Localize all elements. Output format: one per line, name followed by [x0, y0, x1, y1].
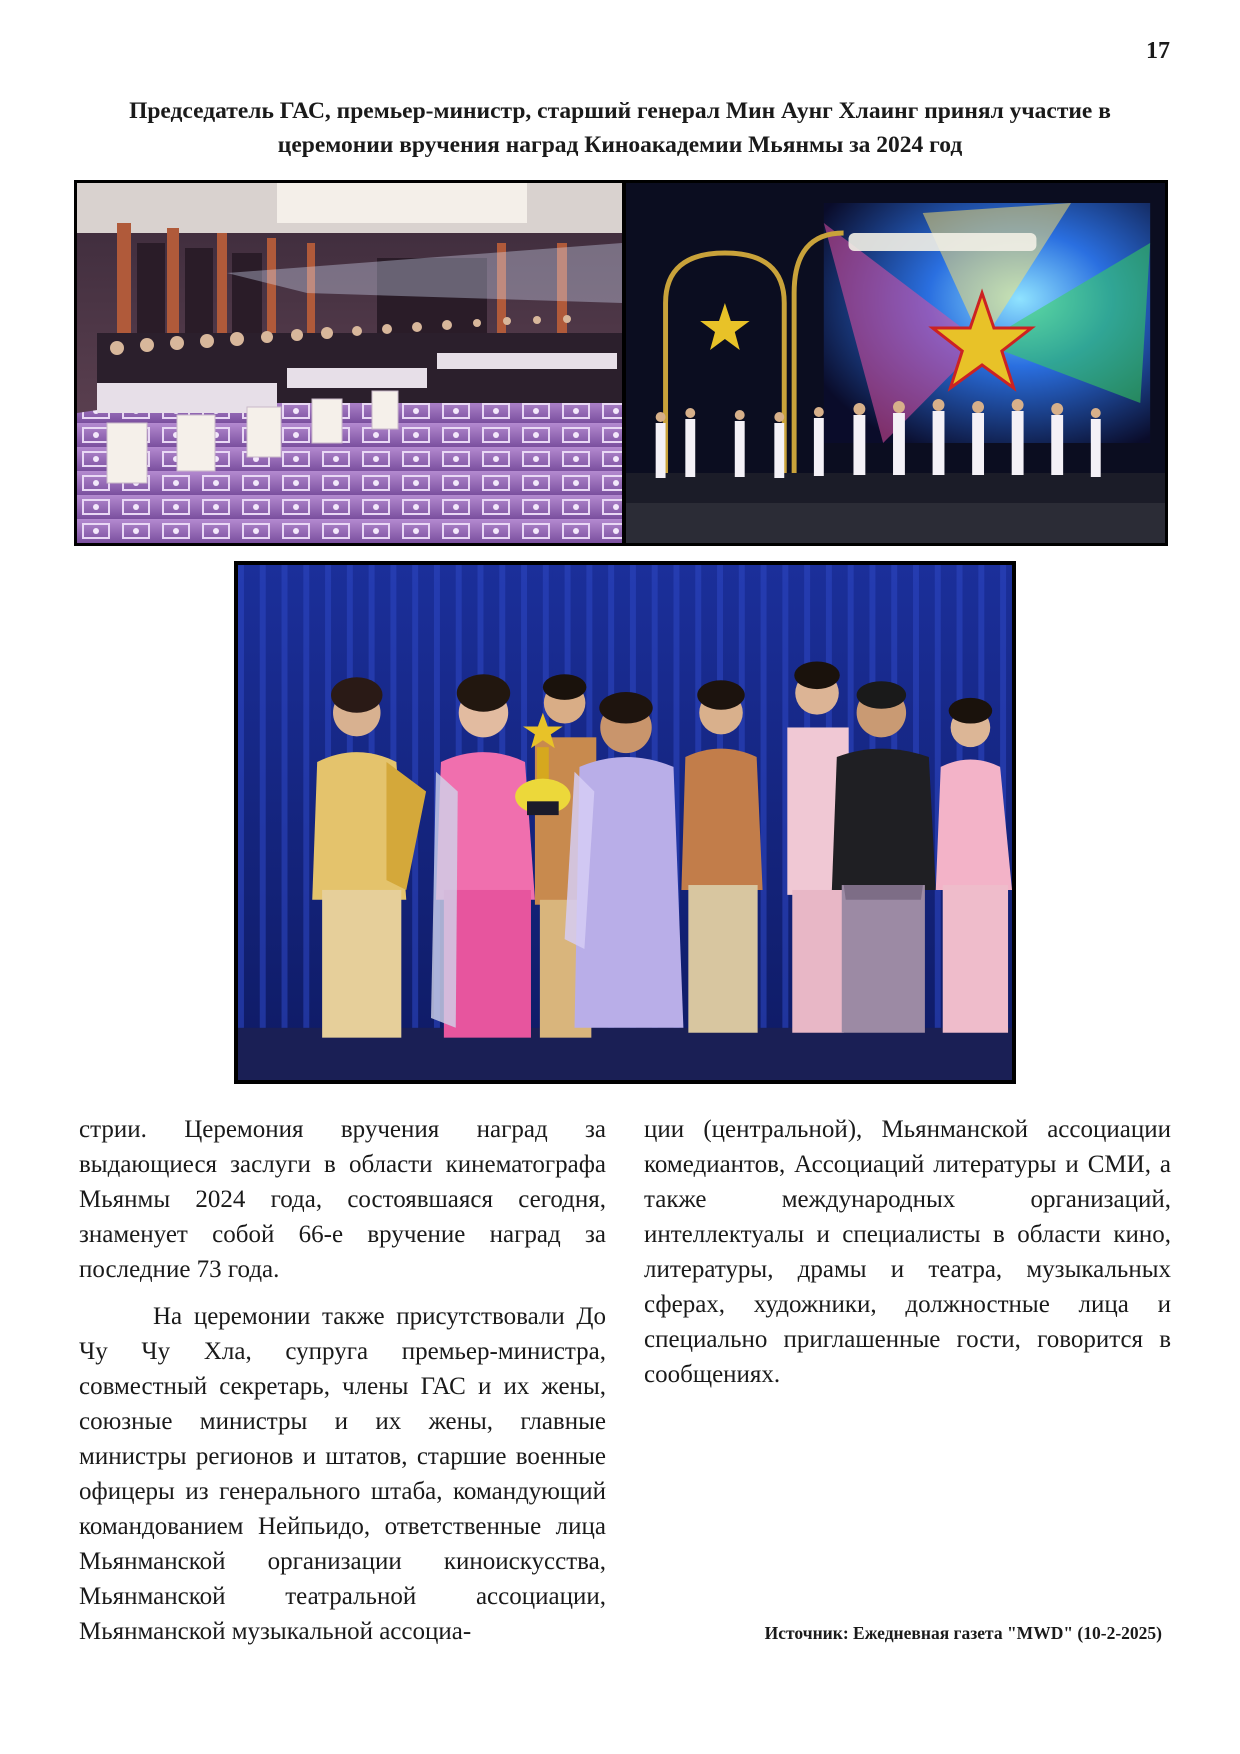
- award-presentation-illustration: [238, 565, 1012, 1080]
- text-column-left: [79, 1112, 606, 1649]
- photo-audience-hall: [77, 183, 622, 543]
- paragraph-left-1: стрии. Церемония вручения наград за выдающиеся заслуги в области кинематографа Мьянмы 2024 года, состоявшаяся сегодня, знаменует собой 66-е вручение наград за последние 73 года.: [79, 1116, 606, 1283]
- photo-award-presentation: [234, 561, 1016, 1084]
- stage-banner-text-shape: [849, 233, 1037, 251]
- paragraph-right-1: ции (центральной), Мьянманской ассоциации комедиантов, Ассоциаций литературы и СМИ, а также международных организаций, интеллектуалы и специалисты в области кино, литературы, драмы и театра, музыкальных сферах, художники, должностные лица и специально приглашенные гости, говорится в сообщениях.: [644, 1116, 1171, 1388]
- page-number: 17: [1146, 38, 1170, 64]
- text-column-right: [644, 1112, 1171, 1392]
- article-title: Председатель ГАС, премьер-министр, старший генерал Мин Аунг Хлаинг принял участие в церемонии вручения наград Киноакадемии Мьянмы за 2024 год: [129, 98, 1111, 158]
- top-photo-row: [74, 180, 1168, 546]
- audience-hall-illustration: [77, 183, 622, 543]
- paragraph-left-2: На церемонии также присутствовали До Чу Чу Хла, супруга премьер-министра, совместный секретарь, члены ГАС и их жены, союзные министры и их жены, главные министры регионов и штатов, старшие военные офицеры из генерального штаба, командующий командованием Нейпьидо, ответственные лица Мьянманской организации киноискусства, Мьянманской театральной ассоциации, Мьянманской музыкальной ассоциа-: [79, 1303, 606, 1645]
- photo-stage-performance: [626, 183, 1165, 543]
- stage-performance-illustration: [626, 183, 1165, 543]
- source-credit: Источник: Ежедневная газета "MWD" (10-2-2025): [764, 1623, 1162, 1643]
